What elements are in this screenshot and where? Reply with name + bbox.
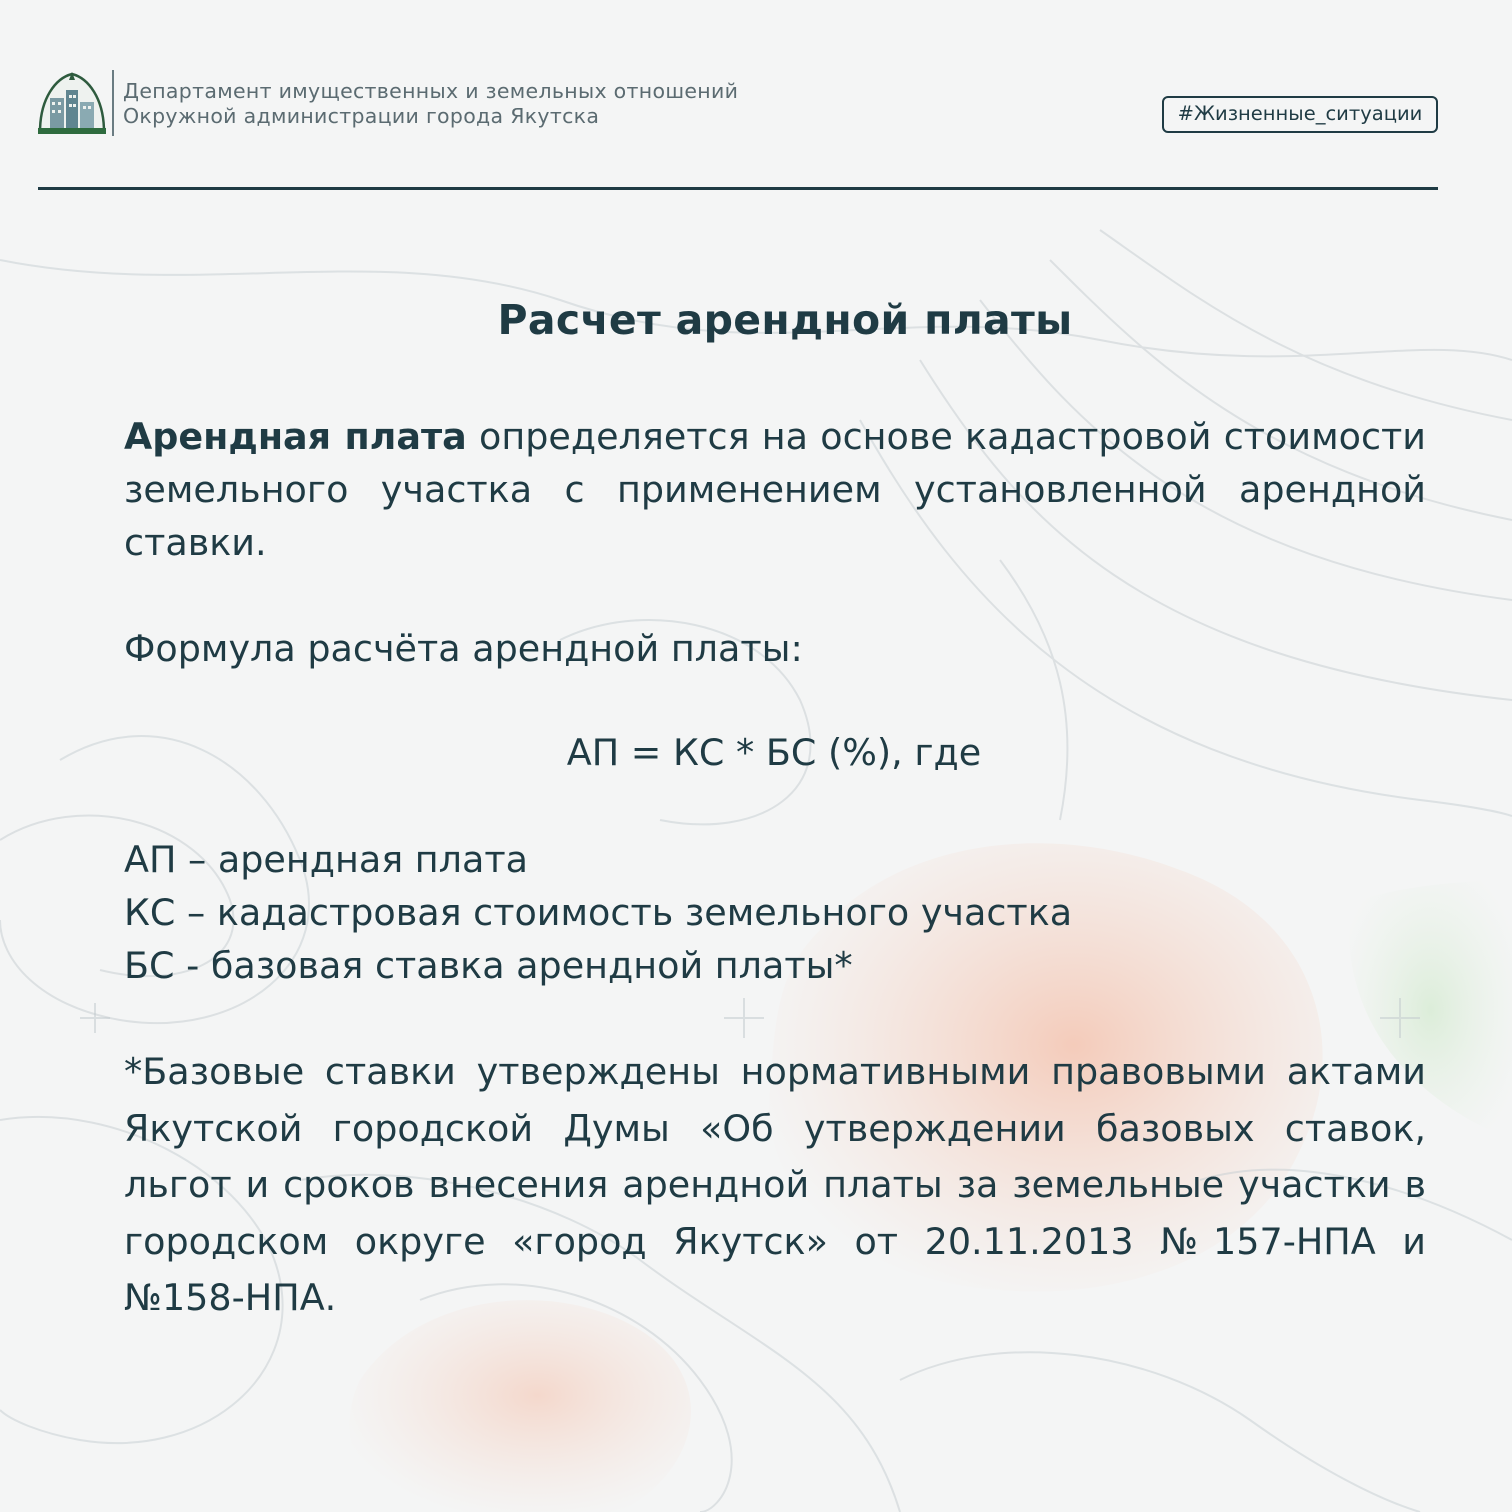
formula: АП = КС * БС (%), где (566, 731, 982, 774)
definition-ks: КС – кадастровая стоимость земельного участка (124, 891, 1073, 934)
intro-text: определяется на основе кадастровой стоимости земельного участка с применением установленной арендной ставки. (124, 415, 1426, 564)
footnote: *Базовые ставки утверждены нормативными правовыми актами Якутской городской Думы «Об утверждении базовых ставок, льгот и сроков внесения арендной платы за земельные участки в городском округе «город Якутск» от 20.11.2013 №157-НПА и №158-НПА. (124, 1050, 1426, 1319)
department-name (123, 79, 738, 129)
definition-bs: БС - базовая ставка арендной платы* (124, 944, 853, 987)
formula-heading: Формула расчёта арендной платы: (124, 627, 803, 670)
department-name-line2: Окружной администрации города Якутска (123, 104, 600, 128)
department-name-line1: Департамент имущественных и земельных отношений (123, 79, 739, 103)
header-divider (112, 70, 114, 136)
department-logo (36, 68, 108, 136)
intro-bold-term: Арендная плата (124, 415, 467, 458)
intro-paragraph (124, 410, 1426, 569)
header-rule (38, 187, 1438, 190)
definitions-list (124, 833, 1426, 992)
definition-ap: АП – арендная плата (124, 838, 528, 881)
hashtag-badge: #Жизненные_ситуации (1162, 96, 1438, 133)
page-title: Расчет арендной платы (497, 296, 1073, 344)
